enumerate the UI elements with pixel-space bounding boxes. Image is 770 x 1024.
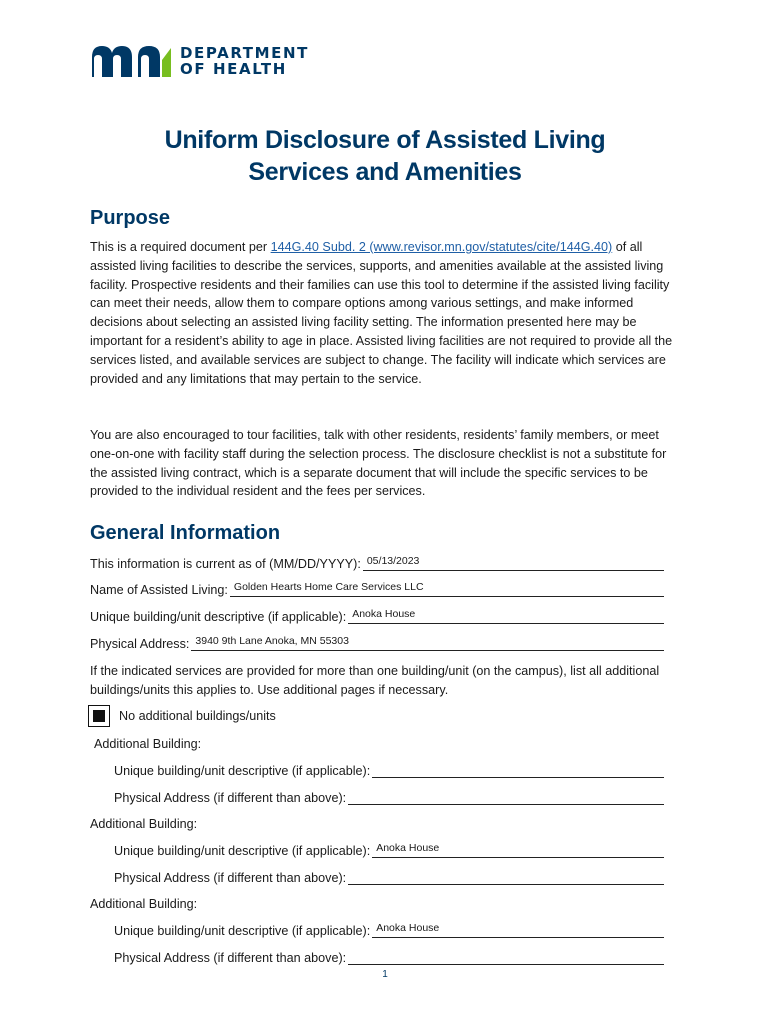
- current-date-label: This information is current as of (MM/DD/YYYY):: [90, 557, 361, 571]
- additional-building-1-label: Additional Building:: [94, 737, 202, 751]
- mdh-logo: [90, 44, 309, 78]
- additional-building-1-unit-field[interactable]: [114, 763, 664, 778]
- additional-building-3-label: Additional Building:: [90, 897, 198, 911]
- mn-logo-icon: [90, 44, 172, 78]
- no-additional-buildings-checkbox[interactable]: [88, 705, 110, 727]
- additional-building-2-unit-label: Unique building/unit descriptive (if applicable):: [114, 844, 371, 858]
- purpose-heading: Purpose: [90, 207, 171, 229]
- general-info-heading: General Information: [90, 522, 281, 544]
- physical-address-value: 3940 9th Lane Anoka, MN 55303: [195, 635, 349, 647]
- additional-building-3-address-field[interactable]: [114, 950, 664, 965]
- physical-address-label: Physical Address:: [90, 637, 190, 651]
- additional-building-2-address-label: Physical Address (if different than above):: [114, 871, 347, 885]
- current-date-field[interactable]: [90, 556, 664, 571]
- additional-building-2-unit-value: Anoka House: [376, 842, 440, 854]
- purpose-paragraph-2: You are also encouraged to tour facilities, talk with other residents, residents’ family members, or meet one-on-one with facility staff during the selection process. The disclosure checklist is not a substitute for the assisted living contract, which is a separate document that will include the specific services to be provided to the individual resident and the fees per services.: [90, 428, 667, 499]
- checkbox-checked-mark: [93, 710, 105, 722]
- purpose-text-before-link: This is a required document per: [90, 240, 271, 254]
- additional-building-1-address-label: Physical Address (if different than above):: [114, 791, 347, 805]
- page-number: 1: [382, 969, 388, 980]
- current-date-value: 05/13/2023: [366, 555, 420, 567]
- additional-building-3-unit-value: Anoka House: [376, 922, 440, 934]
- unit-descriptive-label: Unique building/unit descriptive (if applicable):: [90, 610, 347, 624]
- facility-name-label: Name of Assisted Living:: [90, 583, 228, 597]
- unit-descriptive-value: Anoka House: [352, 608, 416, 620]
- additional-building-2-address-field[interactable]: [114, 870, 664, 885]
- additional-building-3-unit-field[interactable]: [114, 923, 664, 938]
- no-additional-buildings-label: No additional buildings/units: [119, 709, 276, 723]
- additional-building-1-unit-label: Unique building/unit descriptive (if applicable):: [114, 764, 371, 778]
- purpose-text-after-link: of all assisted living facilities to describe the services, supports, and amenities available at the assisted living facility. Prospective residents and their families can use this tool to determine if the assisted living facility can meet their needs, allow them to compare options among various settings, and make informed decisions about selecting an assisted living facility setting. The information presented here may be important for a resident’s ability to age in place. Assisted living facilities are not required to provide all the services listed, and available services are subject to change. The facility will indicate which services are provided and any limitations that may pertain to the service.: [90, 240, 673, 386]
- additional-building-2-unit-field[interactable]: [114, 843, 664, 858]
- title-line-1: Uniform Disclosure of Assisted Living: [164, 126, 606, 154]
- brand-line-2: OF HEALTH: [180, 60, 287, 78]
- additional-building-3-unit-label: Unique building/unit descriptive (if applicable):: [114, 924, 371, 938]
- unit-descriptive-field[interactable]: [90, 609, 664, 624]
- additional-building-1-address-field[interactable]: [114, 790, 664, 805]
- title-line-2: Services and Amenities: [248, 158, 522, 186]
- statute-link[interactable]: 144G.40 Subd. 2 (www.revisor.mn.gov/statutes/cite/144G.40): [270, 240, 613, 254]
- additional-building-3-address-label: Physical Address (if different than above):: [114, 951, 347, 965]
- facility-name-field[interactable]: [90, 582, 664, 597]
- document-title: [0, 124, 770, 188]
- facility-name-value: Golden Hearts Home Care Services LLC: [233, 581, 424, 593]
- brand-line-1: DEPARTMENT: [180, 44, 309, 62]
- additional-building-2-label: Additional Building:: [90, 817, 198, 831]
- multi-building-instructions: If the indicated services are provided for more than one building/unit (on the campus), list all additional buildings/units this applies to. Use additional pages if necessary.: [90, 664, 660, 697]
- physical-address-field[interactable]: [90, 636, 664, 651]
- purpose-paragraph-1: [90, 238, 680, 388]
